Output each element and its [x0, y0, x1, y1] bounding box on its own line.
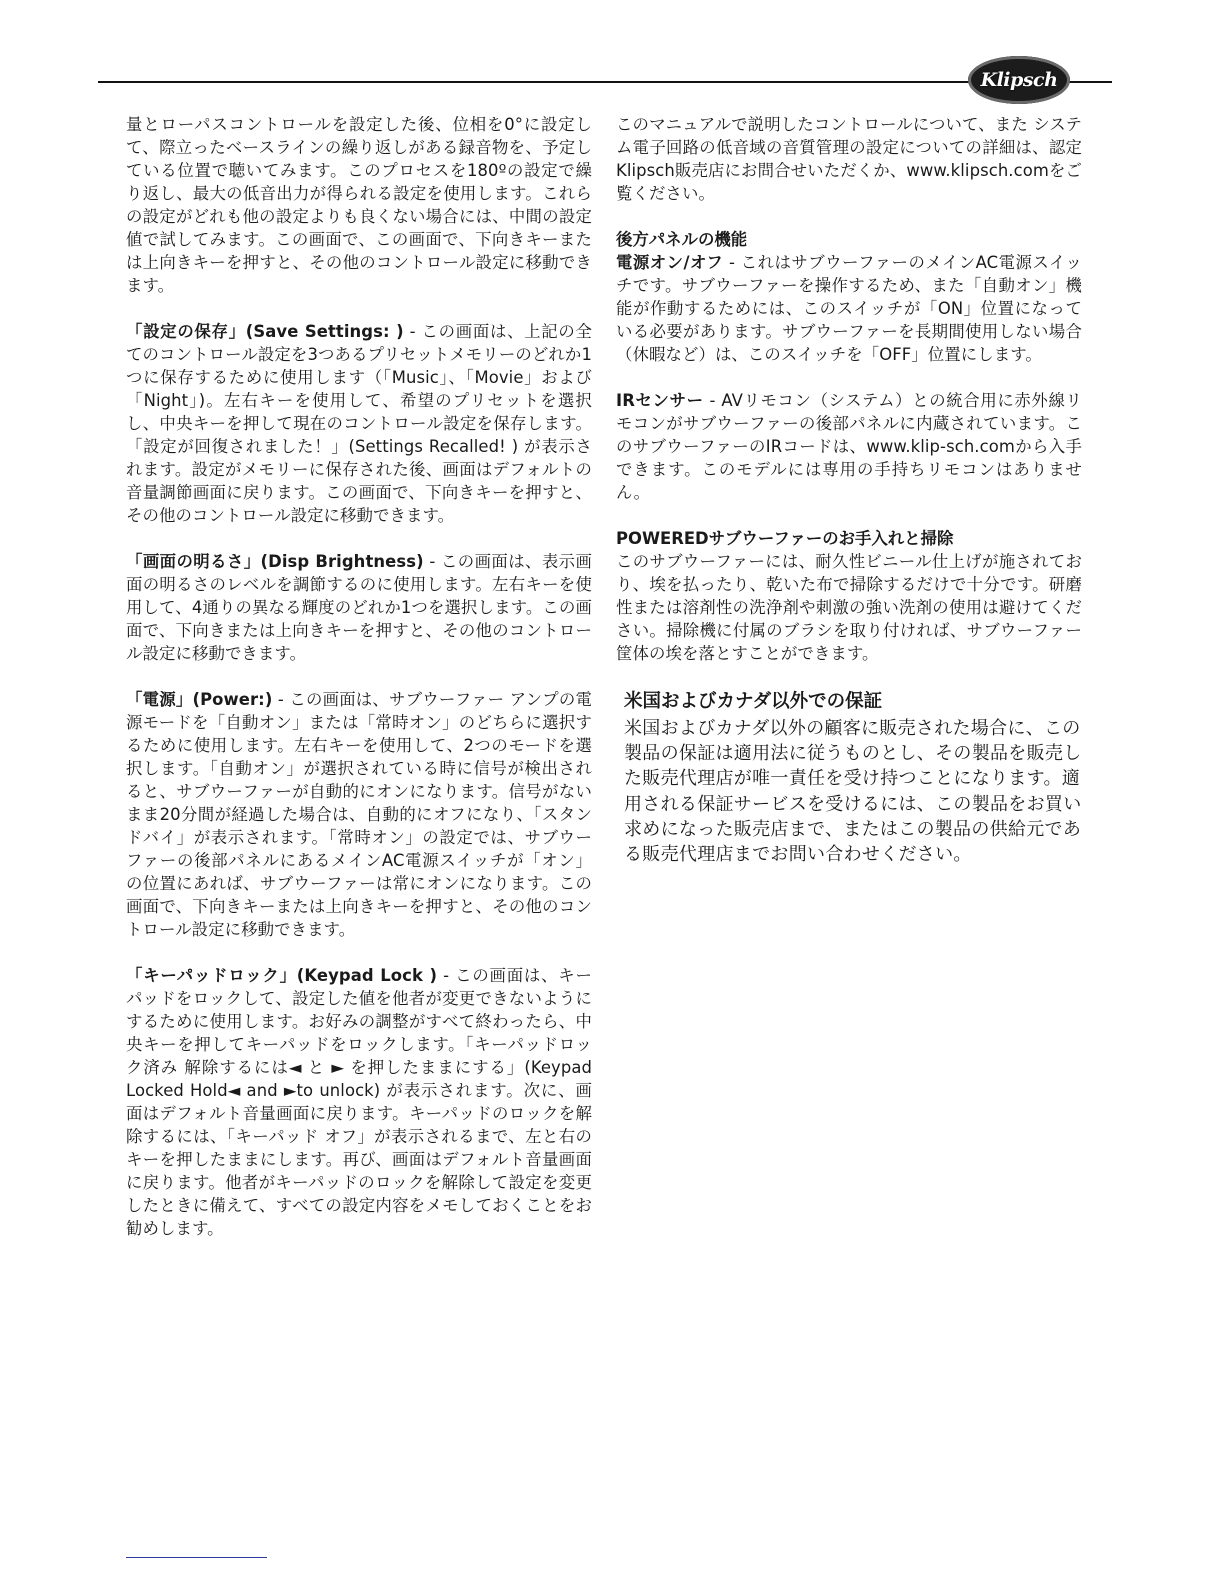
care-heading: POWEREDサブウーファーのお手入れと掃除	[616, 529, 954, 548]
power-switch-text: - これはサブウーファーのメインAC電源スイッチです。サブウーファーを操作するため、また「自動オン」機能が作動するためには、このスイッチが「ON」位置になっている必要があります。サブウーファーを長期間使用しない場合（休暇など）は、このスイッチを「OFF」位置にします。	[616, 253, 1082, 364]
warranty-paragraph: 米国およびカナダ以外の顧客に販売された場合に、この製品の保証は適用法に従うものとし、その製品を販売した販売代理店が唯一責任を受け持つことになります。適用される保証サービスを受けるには、この製品をお買い求めになった販売店まで、またはこの製品の供給元である販売代理店までお問い合わせください。	[624, 718, 1082, 866]
power-paragraph	[126, 688, 592, 941]
power-switch-heading: 電源オン/オフ	[616, 253, 724, 272]
right-column	[616, 113, 1082, 867]
power-switch-paragraph	[616, 251, 1082, 366]
keypad-lock-paragraph	[126, 964, 592, 1240]
brightness-heading: 「画面の明るさ」(Disp Brightness)	[126, 552, 424, 571]
ir-sensor-heading: IRセンサー	[616, 391, 704, 410]
care-paragraph: このサブウーファーには、耐久性ビニール仕上げが施されており、埃を払ったり、乾いた布で掃除するだけで十分です。研磨性または溶剤性の洗浄剤や刺激の強い洗剤の使用は避けてください。掃除機に付属のブラシを取り付ければ、サブウーファー筐体の埃を落とすことができます。	[616, 552, 1082, 663]
brightness-text: - この画面は、表示画面の明るさのレベルを調節するのに使用します。左右キーを使用して、4通りの異なる輝度のどれか1つを選択します。この画面で、下向きまたは上向きキーを押すと、その他のコントロール設定に移動できます。	[126, 552, 592, 663]
rear-panel-heading: 後方パネルの機能	[616, 230, 748, 249]
left-column	[126, 113, 592, 1240]
klipsch-logo	[968, 56, 1070, 104]
brightness-paragraph	[126, 550, 592, 665]
footer-rule	[126, 1557, 267, 1558]
logo-text: Klipsch	[980, 69, 1058, 91]
power-text: - この画面は、サブウーファー アンプの電源モードを「自動オン」または「常時オン」のどちらに選択するために使用します。左右キーを使用して、2つのモードを選択します。「自動オン」が選択されている時に信号が検出されると、サブウーファーが自動的にオンになります。信号がないまま20分間が経過した場合は、自動的にオフになり、「スタンドバイ」が表示されます。「常時オン」の設定では、サブウーファーの後部パネルにあるメインAC電源スイッチが「オン」の位置にあれば、サブウーファーは常にオンになります。この画面で、下向きキーまたは上向きキーを押すと、その他のコントロール設定に移動できます。	[126, 690, 592, 939]
right-intro-paragraph: このマニュアルで説明したコントロールについて、また システム電子回路の低音域の音質管理の設定についての詳細は、認定Klipsch販売店にお問合せいただくか、www.klipsch.comをご覧ください。	[616, 115, 1082, 203]
save-settings-paragraph	[126, 320, 592, 527]
save-settings-text: - この画面は、上記の全てのコントロール設定を3つあるプリセットメモリーのどれか1つに保存するために使用します（「Music」、「Movie」および「Night」)。左右キーを使用して、希望のプリセットを選択し、中央キーを押して現在のコントロール設定を保存します。「設定が回復されました！」(Settings Recalled! ) が表示されます。設定がメモリーに保存された後、画面はデフォルトの音量調節画面に戻ります。この画面で、下向きキーを押すと、その他のコントロール設定に移動できます。	[126, 322, 592, 525]
keypad-lock-heading: 「キーパッドロック」(Keypad Lock )	[126, 966, 438, 985]
warranty-section	[616, 689, 1082, 867]
header-rule	[98, 81, 1112, 83]
save-settings-heading: 「設定の保存」(Save Settings: )	[126, 322, 404, 341]
ir-sensor-paragraph	[616, 389, 1082, 504]
ir-sensor-text: - AVリモコン（システム）との統合用に赤外線リモコンがサブウーファーの後部パネルに内蔵されています。このサブウーファーのIRコードは、www.klip-sch.comから入手できます。このモデルには専用の手持ちリモコンはありません。	[616, 391, 1082, 502]
power-heading: 「電源」(Power:)	[126, 690, 273, 709]
warranty-heading: 米国およびカナダ以外での保証	[624, 691, 883, 712]
keypad-lock-text: - この画面は、キーパッドをロックして、設定した値を他者が変更できないようにするために使用します。お好みの調整がすべて終わったら、中央キーを押してキーパッドをロックします。「キーパッドロック済み 解除するには◄ と ► を押したままにする」(Keypad Locked Hold◄ and ►to unlock) が表示されます。次に、画面はデフォルト音量画面に戻ります。キーパッドのロックを解除するには、「キーパッド オフ」が表示されるまで、左と右のキーを押したままにします。再び、画面はデフォルト音量画面に戻ります。他者がキーパッドのロックを解除して設定を変更したときに備えて、すべての設定内容をメモしておくことをお勧めします。	[126, 966, 592, 1238]
intro-paragraph: 量とローパスコントロールを設定した後、位相を0°に設定して、際立ったベースラインの繰り返しがある録音物を、予定している位置で聴いてみます。このプロセスを180ºの設定で繰り返し、最大の低音出力が得られる設定を使用します。これらの設定がどれも他の設定よりも良くない場合には、中間の設定値で試してみます。この画面で、この画面で、下向きキーまたは上向きキーを押すと、その他のコントロール設定に移動できます。	[126, 115, 592, 295]
